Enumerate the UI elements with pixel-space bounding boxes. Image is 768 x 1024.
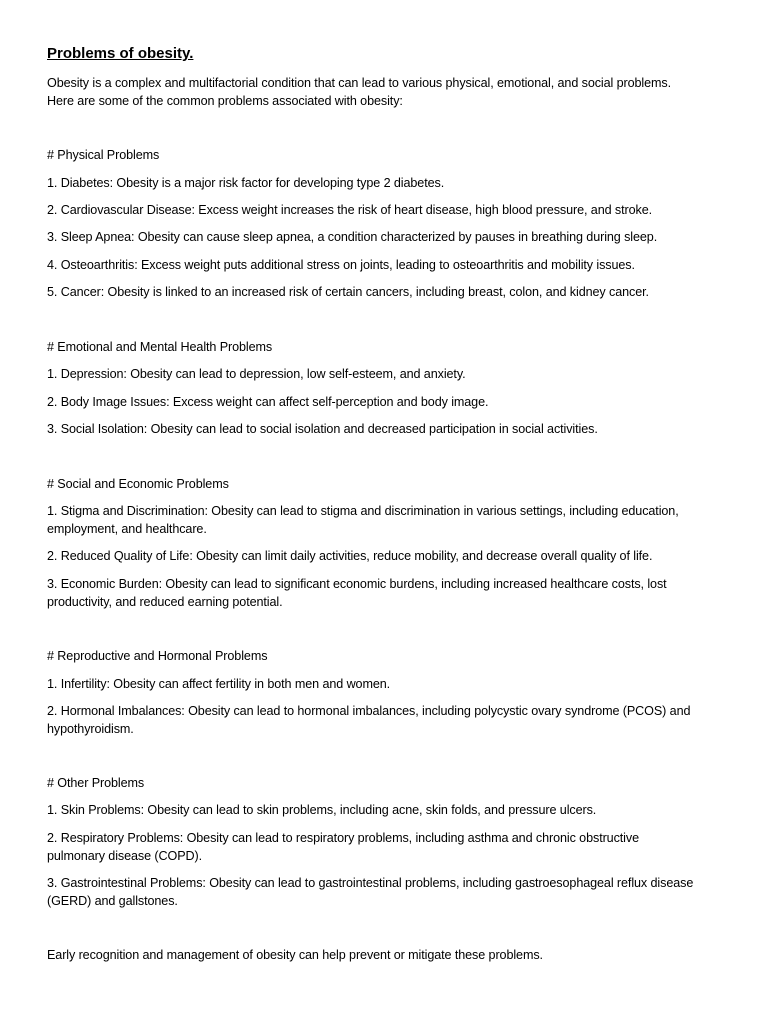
list-item: 1. Depression: Obesity can lead to depression, low self-esteem, and anxiety. [47, 367, 466, 381]
list-item: 3. Gastrointestinal Problems: Obesity can lead to gastrointestinal problems, including gastroesophageal reflux disease (GERD) and gallstones. [47, 876, 694, 908]
list-item: 3. Sleep Apnea: Obesity can cause sleep apnea, a condition characterized by pauses in breathing during sleep. [47, 230, 658, 244]
list-item: 1. Stigma and Discrimination: Obesity can lead to stigma and discrimination in various settings, including education, employment, and healthcare. [47, 504, 679, 536]
list-item: 3. Economic Burden: Obesity can lead to significant economic burdens, including increased healthcare costs, lost productivity, and reduced earning potential. [47, 577, 667, 609]
section-heading-emotional: # Emotional and Mental Health Problems [47, 340, 273, 354]
list-item: 2. Reduced Quality of Life: Obesity can limit daily activities, reduce mobility, and decrease overall quality of life. [47, 549, 653, 563]
list-item: 4. Osteoarthritis: Excess weight puts additional stress on joints, leading to osteoarthritis and mobility issues. [47, 258, 635, 272]
list-item: 1. Infertility: Obesity can affect fertility in both men and women. [47, 677, 391, 691]
section-heading-reproductive: # Reproductive and Hormonal Problems [47, 649, 268, 663]
list-item: 1. Skin Problems: Obesity can lead to skin problems, including acne, skin folds, and pressure ulcers. [47, 803, 597, 817]
intro-paragraph: Obesity is a complex and multifactorial condition that can lead to various physical, emotional, and social problems. Here are some of the common problems associated with obesity: [47, 76, 672, 108]
list-item: 2. Respiratory Problems: Obesity can lead to respiratory problems, including asthma and chronic obstructive pulmonary disease (COPD). [47, 831, 639, 863]
list-item: 5. Cancer: Obesity is linked to an increased risk of certain cancers, including breast, colon, and kidney cancer. [47, 285, 649, 299]
list-item: 2. Cardiovascular Disease: Excess weight increases the risk of heart disease, high blood pressure, and stroke. [47, 203, 653, 217]
section-heading-social: # Social and Economic Problems [47, 477, 229, 491]
conclusion-paragraph: Early recognition and management of obesity can help prevent or mitigate these problems. [47, 948, 543, 962]
list-item: 1. Diabetes: Obesity is a major risk factor for developing type 2 diabetes. [47, 176, 445, 190]
list-item: 3. Social Isolation: Obesity can lead to social isolation and decreased participation in social activities. [47, 422, 598, 436]
list-item: 2. Body Image Issues: Excess weight can affect self-perception and body image. [47, 395, 489, 409]
section-heading-physical: # Physical Problems [47, 148, 160, 162]
document-title: Problems of obesity. [47, 45, 194, 62]
list-item: 2. Hormonal Imbalances: Obesity can lead to hormonal imbalances, including polycystic ovary syndrome (PCOS) and hypothyroidism. [47, 704, 691, 736]
section-heading-other: # Other Problems [47, 776, 145, 790]
